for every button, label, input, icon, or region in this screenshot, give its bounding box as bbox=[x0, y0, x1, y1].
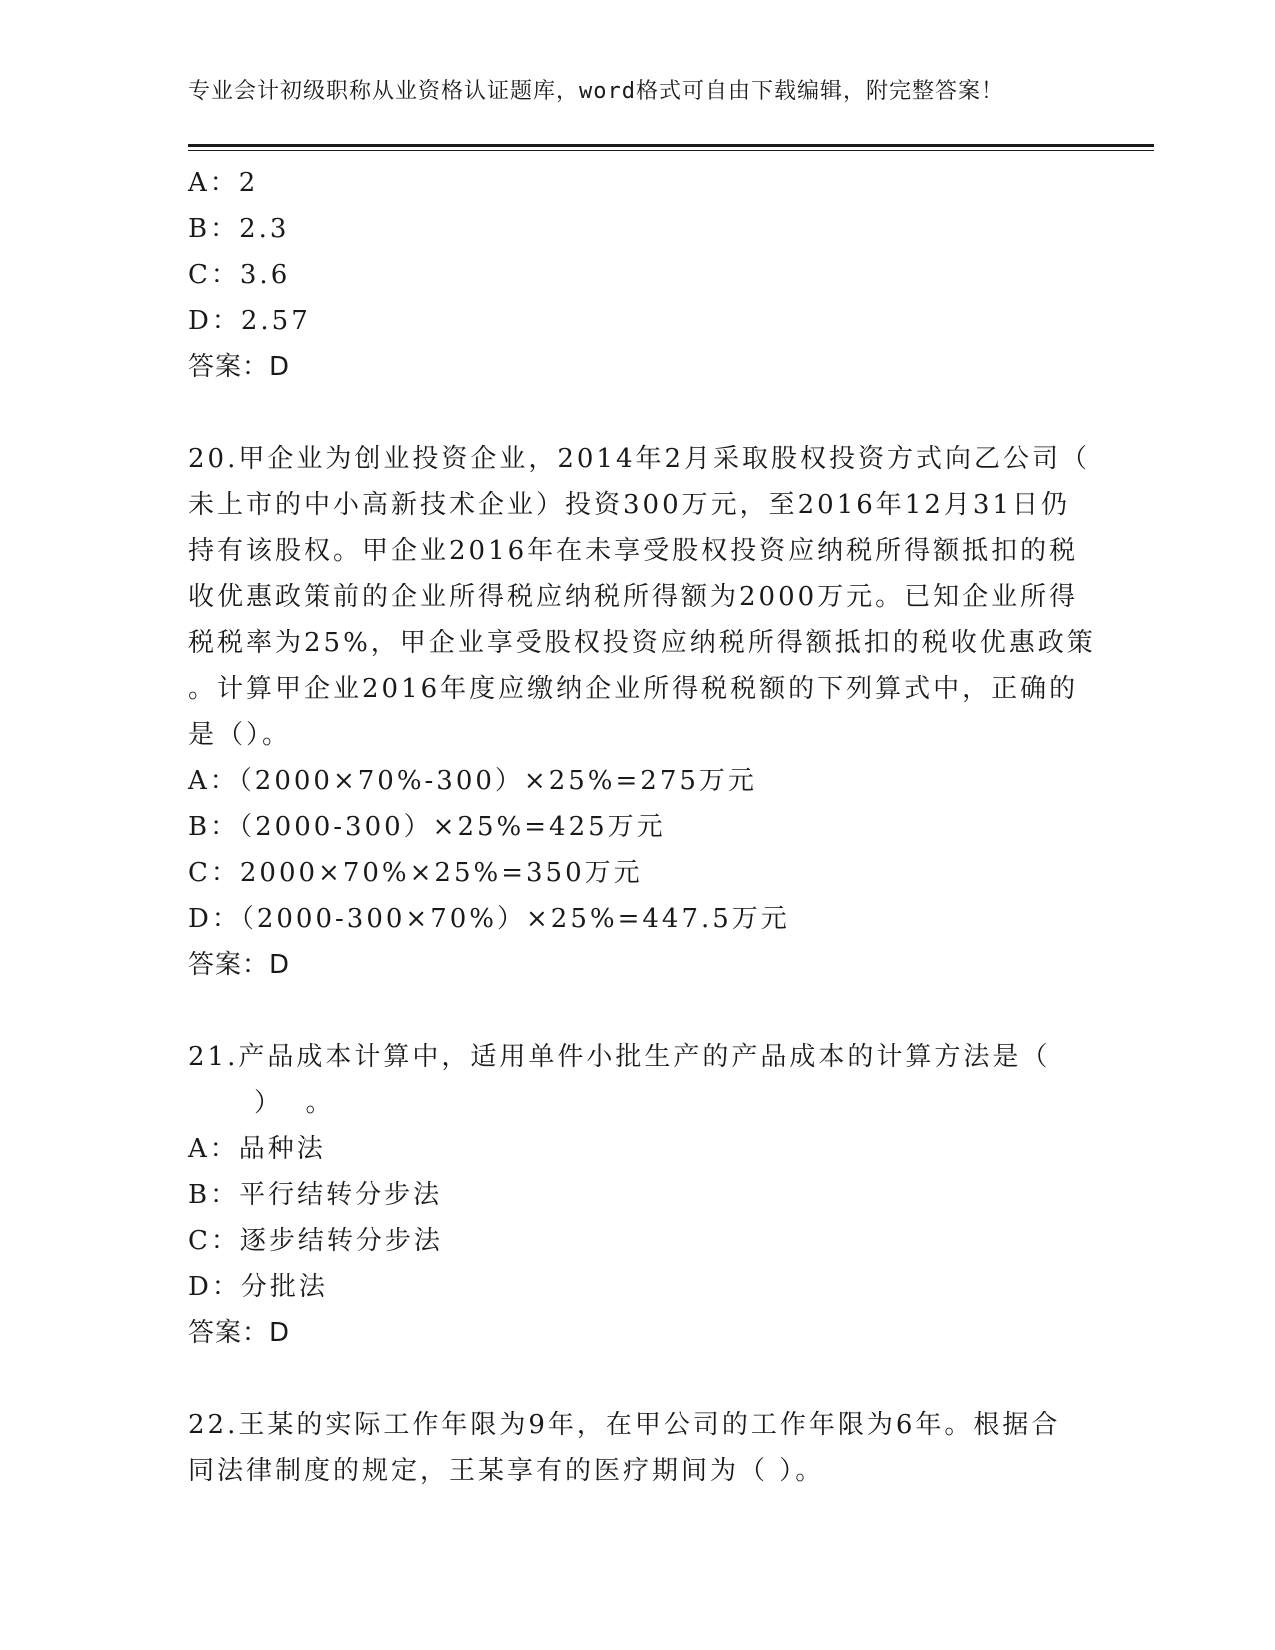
option-a: A：（2000×70%-300）×25%=275万元 bbox=[188, 766, 757, 796]
header-rule-thin bbox=[188, 150, 1154, 151]
question-text-line: 税税率为25%，甲企业享受股权投资应纳税所得额抵扣的税收优惠政策 bbox=[188, 628, 1096, 658]
question-text-line: 。计算甲企业2016年度应缴纳企业所得税税额的下列算式中，正确的 bbox=[188, 674, 1079, 704]
page-header: 专业会计初级职称从业资格认证题库，word格式可自由下载编辑，附完整答案！ bbox=[188, 79, 1004, 104]
header-rule-thick bbox=[188, 144, 1154, 147]
question-20 bbox=[188, 436, 1096, 988]
option-d: D：分批法 bbox=[188, 1272, 328, 1302]
answer: 答案：D bbox=[188, 1318, 291, 1348]
option-a: A：2 bbox=[188, 168, 259, 198]
question-text-line: 21.产品成本计算中，适用单件小批生产的产品成本的计算方法是（ bbox=[188, 1042, 1051, 1072]
question-21 bbox=[188, 1034, 1078, 1356]
option-c: C：3.6 bbox=[188, 260, 291, 290]
document-body bbox=[188, 160, 1096, 1494]
option-b: B：（2000-300）×25%=425万元 bbox=[188, 812, 666, 842]
question-text-line: 同法律制度的规定，王某享有的医疗期间为（ ）。 bbox=[188, 1456, 825, 1486]
question-22 bbox=[188, 1402, 1078, 1494]
option-d: D：2.57 bbox=[188, 306, 311, 336]
answer: 答案：D bbox=[188, 950, 291, 980]
question-text-line: 未上市的中小高新技术企业）投资300万元，至2016年12月31日仍 bbox=[188, 490, 1070, 520]
option-b: B：平行结转分步法 bbox=[188, 1180, 443, 1210]
option-c: C：2000×70%×25%=350万元 bbox=[188, 858, 643, 888]
question-text-line: ） 。 bbox=[254, 1088, 335, 1118]
question-text-line: 是（）。 bbox=[188, 720, 292, 750]
option-b: B：2.3 bbox=[188, 214, 290, 244]
question-text-line: 收优惠政策前的企业所得税应纳税所得额为2000万元。已知企业所得 bbox=[188, 582, 1079, 612]
option-a: A：品种法 bbox=[188, 1134, 326, 1164]
question-text-line: 22.王某的实际工作年限为9年，在甲公司的工作年限为6年。根据合 bbox=[188, 1410, 1061, 1440]
question-text-line: 20.甲企业为创业投资企业，2014年2月采取股权投资方式向乙公司（ bbox=[188, 444, 1091, 474]
question-19 bbox=[188, 160, 1078, 390]
answer: 答案：D bbox=[188, 352, 291, 382]
option-d: D：（2000-300×70%）×25%=447.5万元 bbox=[188, 904, 790, 934]
option-c: C：逐步结转分步法 bbox=[188, 1226, 443, 1256]
question-text-line: 持有该股权。甲企业2016年在未享受股权投资应纳税所得额抵扣的税 bbox=[188, 536, 1079, 566]
